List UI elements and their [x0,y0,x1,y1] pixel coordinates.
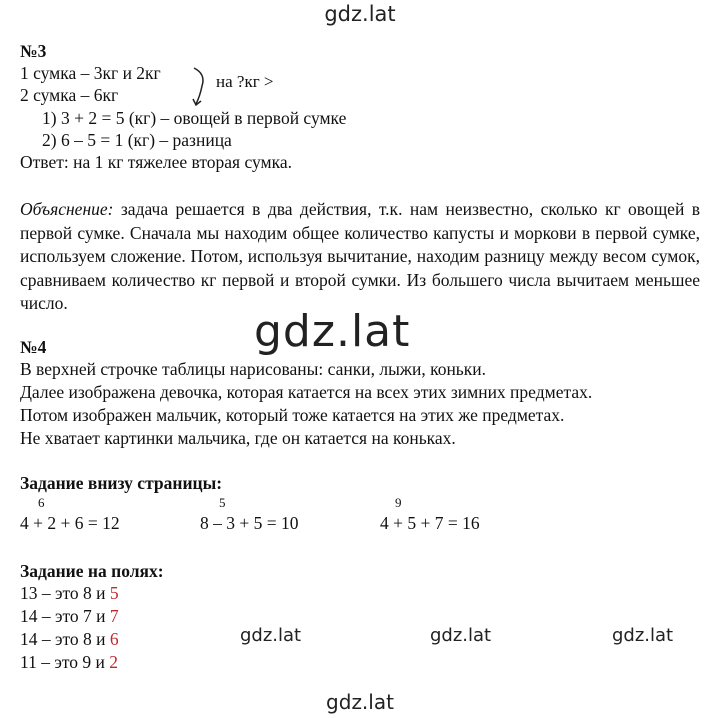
margin-row [20,605,119,627]
task3-explanation [20,198,700,316]
watermark-bottom: gdz.lat [326,690,394,714]
watermark-row-3: gdz.lat [612,625,674,646]
task3-number: №3 [20,41,47,61]
equation-1-above: 6 [38,495,45,510]
explanation-label: Объяснение: [20,199,114,219]
task3-line-2: 2 сумка – 6кг [20,85,119,105]
margin-row-answer: 6 [109,629,119,649]
task4-line-3: Потом изображен мальчик, который тоже катается на этих же предметах. [20,405,565,425]
watermark-row-1: gdz.lat [240,625,302,646]
margin-task-heading: Задание на полях: [20,561,164,581]
equation-2-above: 5 [219,495,226,510]
explanation-text: задача решается в два действия, т.к. нам неизвестно, сколько кг овощей в первой сумке. Сначала мы находим общее количество капусты и моркови в первой сумке, используем сложение. Потом, используя вычитание, находим разницу между весом сумок, сравниваем количество кг первой и второй сумки. Из большего числа вычитаем меньшее число. [20,199,700,313]
margin-row-answer: 5 [109,583,119,603]
task3-step-2: 2) 6 – 5 = 1 (кг) – разница [42,130,232,150]
task3-step-1: 1) 3 + 2 = 5 (кг) – овощей в первой сумке [42,108,347,128]
curved-arrow-icon [190,64,210,108]
task4-number: №4 [20,337,47,357]
margin-row-text: 14 – это 8 и [20,629,110,649]
margin-row-text: 13 – это 8 и [20,583,110,603]
margin-row [20,582,119,604]
margin-row-text: 14 – это 7 и [20,606,110,626]
watermark-center: gdz.lat [254,306,411,357]
equation-3: 4 + 5 + 7 = 16 [380,513,480,533]
task4-line-4: Не хватает картинки мальчика, где он катается на коньках. [20,428,456,448]
margin-row-answer: 2 [109,652,119,672]
margin-row [20,628,119,650]
task4-line-2: Далее изображена девочка, которая катается на всех этих зимних предметах. [20,382,593,402]
task3-question: на ?кг > [216,72,274,91]
margin-row-text: 11 – это 9 и [20,652,110,672]
task4-line-1: В верхней строчке таблицы нарисованы: санки, лыжи, коньки. [20,359,487,379]
equation-2: 8 – 3 + 5 = 10 [200,513,299,533]
margin-row-answer: 7 [109,606,119,626]
bottom-task-heading: Задание внизу страницы: [20,473,223,493]
margin-row [20,651,118,673]
task3-line-1: 1 сумка – 3кг и 2кг [20,63,161,83]
watermark-row-2: gdz.lat [430,625,492,646]
watermark-top: gdz.lat [324,2,396,26]
equation-3-above: 9 [395,495,402,510]
equation-1: 4 + 2 + 6 = 12 [20,513,120,533]
task3-answer: Ответ: на 1 кг тяжелее вторая сумка. [20,152,292,172]
